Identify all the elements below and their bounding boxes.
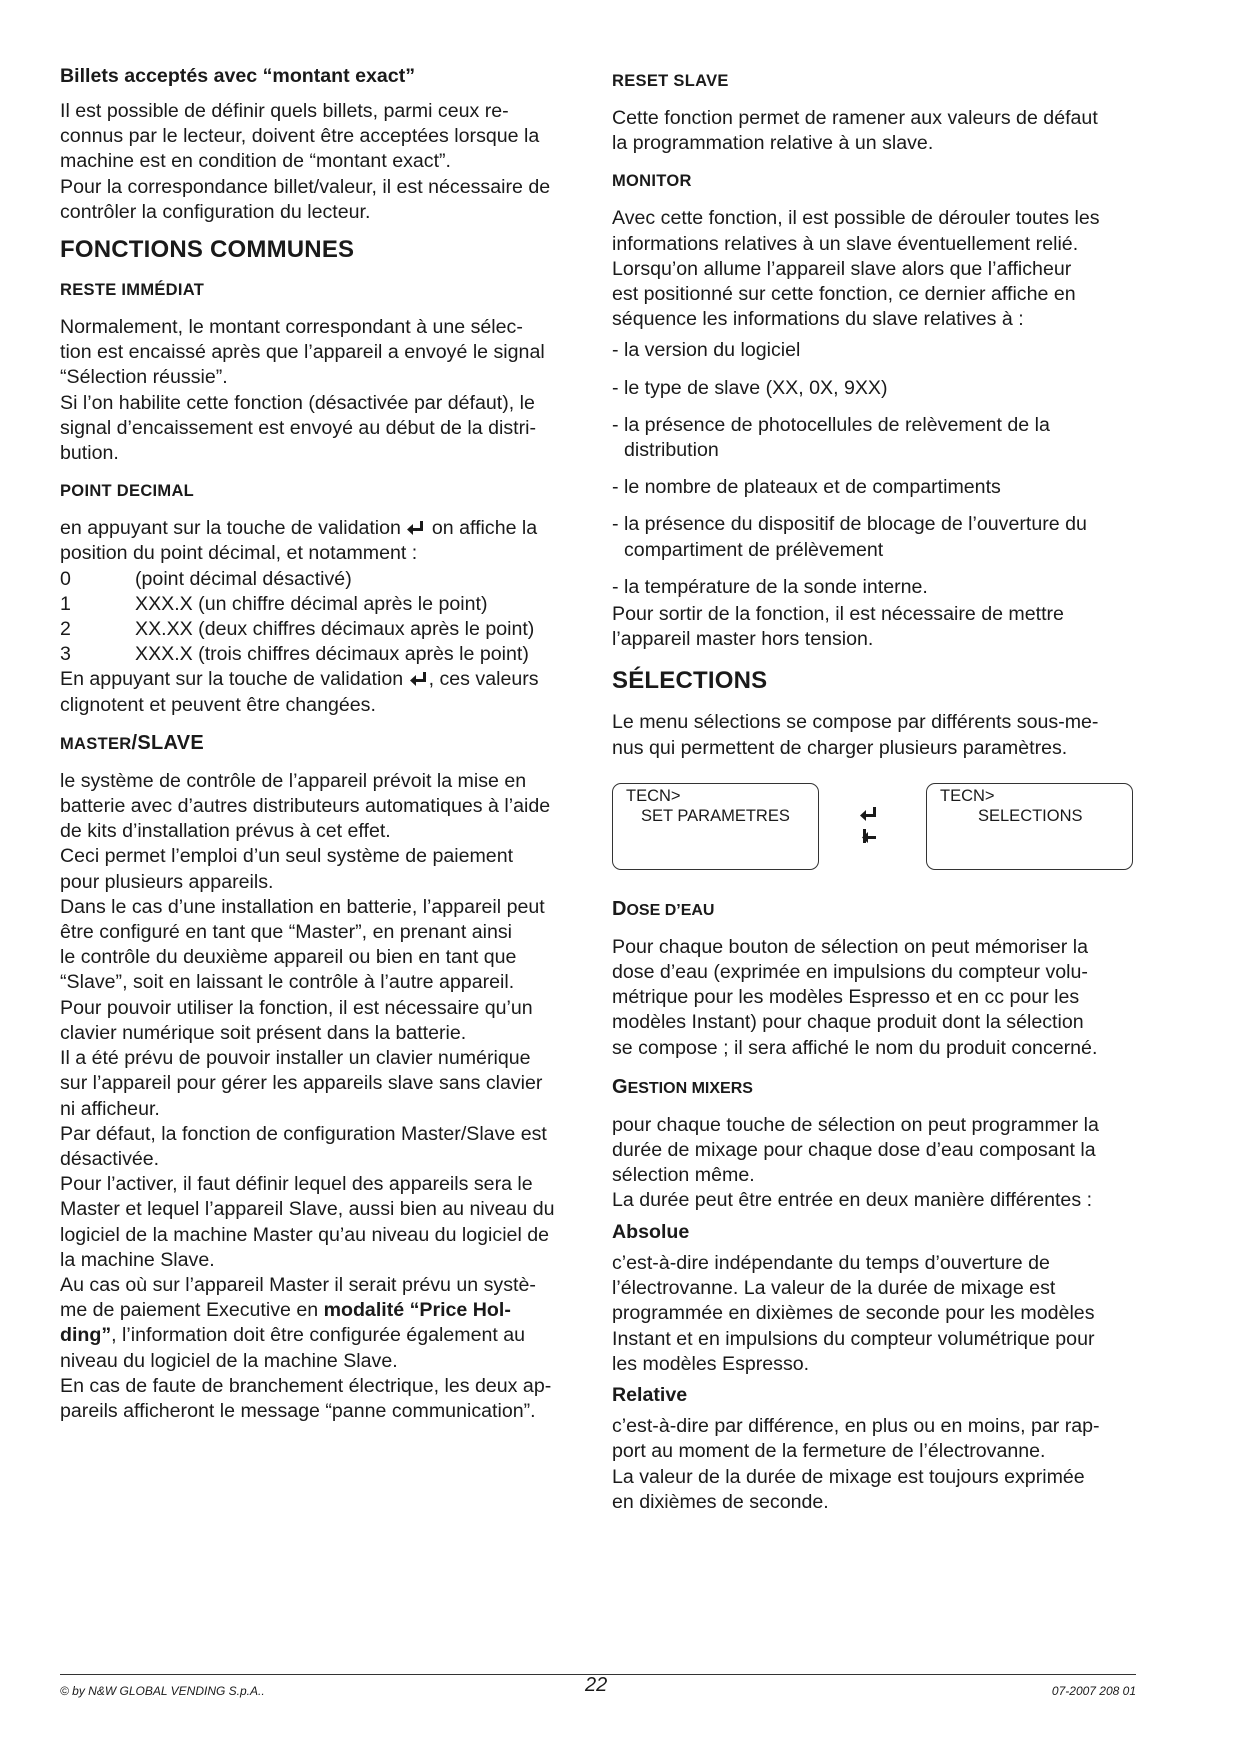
point-decimal-paragraph xyxy=(60,516,585,566)
list-item: 3 XXX.X (trois chiffres décimaux après le point) xyxy=(60,643,529,666)
footer-document-code: 07-2007 208 01 xyxy=(1051,1684,1136,1698)
text-line: En cas de faute de branchement électrique, les deux ap- xyxy=(60,1374,552,1397)
dose-eau-heading: DOSE D’EAU xyxy=(612,897,715,920)
text-line: position du point décimal, et notamment : xyxy=(60,542,418,565)
text-line: nus qui permettent de charger plusieurs paramètres. xyxy=(612,736,1068,759)
display-diagram xyxy=(612,783,1134,879)
text-fragment: , ces valeurs xyxy=(428,668,539,691)
text-line: “Slave”, soit en laissant le contrôle à l’autre appareil. xyxy=(60,971,515,994)
text-line: pour chaque touche de sélection on peut programmer la xyxy=(612,1113,1099,1136)
absolue-label: Absolue xyxy=(612,1220,690,1243)
text-line: métrique pour les modèles Espresso et en cc pour les xyxy=(612,986,1080,1009)
text-line: Ceci permet l’emploi d’un seul système de paiement xyxy=(60,845,514,868)
master-slave-paragraph: le système de contrôle de l’appareil prévoit la mise en batterie avec d’autres distributeurs automatiques à l’aide de kits d’installation prévus à cet effet. Ceci permet l’emploi d’un seul système de paiement pour plusieurs appareils. Dans le cas d’une installation en batterie, l’appareil peut être configuré en tant que “Master”, en prenant ainsi le contrôle du deuxième appareil ou bien en tant que “Slave”, soit en laissant le contrôle à l’autre appareil. Pour pouvoir utiliser la fonction, il est nécessaire qu’un clavier numérique soit présent dans la batterie. Il a été prévu de pouvoir installer un clavier numérique sur l’appareil pour gérer les appareils slave sans clavier ni afficheur. Par défaut, la fonction de configuration Master/Slave est désactivée. Pour l’activer, il faut définir lequel des appareils sera le Master et lequel l’appareil Slave, aussi bien au niveau du logiciel de la machine Master qu’au niveau du logiciel de la machine Slave. Au cas où sur l’appareil Master il serait prévu un systè- me de paiement Executive en modalité “Price Hol- ding”, l’information doit être configurée également au niveau du logiciel de la machine Slave. En cas de faute de branchement électrique, les deux ap- pareils afficheront le message “panne communication”. xyxy=(60,769,585,1424)
text-fragment: en appuyant sur la touche de validation xyxy=(60,517,401,540)
list-item: 1 XXX.X (un chiffre décimal après le point) xyxy=(60,592,488,615)
reset-paragraph xyxy=(612,106,1134,156)
emphasis: ding” xyxy=(60,1324,112,1347)
text-line: logiciel de la machine Master qu’au niveau du logiciel de xyxy=(60,1223,550,1246)
right-column xyxy=(612,64,1134,1521)
selections-heading: SÉLECTIONS xyxy=(612,667,768,695)
text-line: en dixièmes de seconde. xyxy=(612,1490,829,1513)
gestion-mixers-heading: GESTION MIXERS xyxy=(612,1075,753,1098)
text-line: Pour chaque bouton de sélection on peut mémoriser la xyxy=(612,935,1088,958)
display-screen-set-parametres: TECN> SET PARAMETRES xyxy=(612,783,819,870)
text-line: pareils afficheront le message “panne communication”. xyxy=(60,1399,536,1422)
text-line: Dans le cas d’une installation en batterie, l’appareil peut xyxy=(60,895,545,918)
enter-key-icon xyxy=(859,805,879,823)
monitor-paragraph xyxy=(612,206,1134,332)
monitor-outro xyxy=(612,602,1134,652)
text-line: l’appareil master hors tension. xyxy=(612,628,874,651)
text-line: de kits d’installation prévus à cet effet. xyxy=(60,820,391,843)
text-line: Instant et en impulsions du compteur volumétrique pour xyxy=(612,1327,1095,1350)
text-line: programmée en dixièmes de seconde pour les modèles xyxy=(612,1302,1095,1325)
text-line: Pour sortir de la fonction, il est nécessaire de mettre xyxy=(612,603,1064,626)
selections-paragraph xyxy=(612,710,1134,760)
point-decimal-outro xyxy=(60,667,585,717)
text-line: pour plusieurs appareils. xyxy=(60,870,274,893)
gestion-paragraph xyxy=(612,1113,1134,1214)
text-line: sur l’appareil pour gérer les appareils slave sans clavier xyxy=(60,1072,543,1095)
text-line: clavier numérique soit présent dans la batterie. xyxy=(60,1021,467,1044)
list-item: - le nombre de plateaux et de compartiments xyxy=(612,476,1001,499)
text-line: le système de contrôle de l’appareil prévoit la mise en xyxy=(60,769,527,792)
text-line: Lorsqu’on allume l’appareil slave alors que l’afficheur xyxy=(612,257,1072,280)
text-line: Il a été prévu de pouvoir installer un clavier numérique xyxy=(60,1047,531,1070)
text-line: Au cas où sur l’appareil Master il serait prévu un systè- xyxy=(60,1273,536,1296)
billets-heading: Billets acceptés avec “montant exact” xyxy=(60,65,416,87)
text-line: durée de mixage pour chaque dose d’eau composant la xyxy=(612,1139,1096,1162)
footer-copyright: © by N&W GLOBAL VENDING S.p.A.. xyxy=(60,1684,265,1698)
text-line: la machine Slave. xyxy=(60,1248,215,1271)
text-line: contrôler la configuration du lecteur. xyxy=(60,200,371,223)
text-line: niveau du logiciel de la machine Slave. xyxy=(60,1349,398,1372)
point-decimal-list xyxy=(60,567,585,668)
navigation-arrows xyxy=(859,805,881,849)
text-line: informations relatives à un slave éventuellement relié. xyxy=(612,232,1079,255)
text-line: La durée peut être entrée en deux manière différentes : xyxy=(612,1189,1093,1212)
text-line: c’est-à-dire indépendante du temps d’ouverture de xyxy=(612,1251,1050,1274)
text-line: Avec cette fonction, il est possible de dérouler toutes les xyxy=(612,207,1100,230)
point-decimal-heading: POINT DECIMAL xyxy=(60,482,195,501)
monitor-heading: MONITOR xyxy=(612,172,692,191)
reste-paragraph xyxy=(60,315,585,466)
billets-paragraph xyxy=(60,99,585,225)
text-line: le contrôle du deuxième appareil ou bien en tant que xyxy=(60,946,517,969)
text-line: Normalement, le montant correspondant à une sélec- xyxy=(60,316,523,339)
text-line: désactivée. xyxy=(60,1147,160,1170)
absolue-paragraph xyxy=(612,1251,1134,1377)
text-line: Il est possible de définir quels billets, parmi ceux re- xyxy=(60,100,509,122)
text-line: bution. xyxy=(60,442,119,465)
monitor-list xyxy=(612,338,1134,600)
list-item: 2 XX.XX (deux chiffres décimaux après le point) xyxy=(60,618,535,641)
display-screen-selections: TECN> SELECTIONS xyxy=(926,783,1133,870)
text-line: batterie avec d’autres distributeurs automatiques à l’aide xyxy=(60,795,551,818)
left-column xyxy=(60,64,585,1430)
text-line: clignotent et peuvent être changées. xyxy=(60,693,376,716)
emphasis: modalité “Price Hol- xyxy=(323,1299,511,1322)
text-line: séquence les informations du slave relatives à : xyxy=(612,308,1024,331)
dose-paragraph xyxy=(612,935,1134,1061)
list-item: - le type de slave (XX, 0X, 9XX) xyxy=(612,376,888,399)
list-item: - la présence du dispositif de blocage de l’ouverture du compartiment de prélèvement xyxy=(612,513,1087,561)
text-line: “Sélection réussie”. xyxy=(60,366,228,389)
text-line: les modèles Espresso. xyxy=(612,1352,810,1375)
fonctions-communes-heading: FONCTIONS COMMUNES xyxy=(60,236,355,264)
text-fragment: En appuyant sur la touche de validation xyxy=(60,668,404,691)
text-line: être configuré en tant que “Master”, en prenant ainsi xyxy=(60,921,513,944)
text-line: ni afficheur. xyxy=(60,1097,160,1120)
text-line: Pour l’activer, il faut définir lequel des appareils sera le xyxy=(60,1173,533,1196)
text-line: Le menu sélections se compose par différents sous-me- xyxy=(612,711,1099,734)
text-line: Pour la correspondance billet/valeur, il est nécessaire de xyxy=(60,175,551,198)
text-line: connus par le lecteur, doivent être acceptées lorsque la xyxy=(60,125,540,148)
text-line: c’est-à-dire par différence, en plus ou en moins, par rap- xyxy=(612,1415,1100,1438)
page-number: 22 xyxy=(585,1674,608,1696)
list-item: - la version du logiciel xyxy=(612,339,801,362)
list-item: 0 (point décimal désactivé) xyxy=(60,567,352,590)
relative-label: Relative xyxy=(612,1383,688,1406)
text-line: port au moment de la fermeture de l’électrovanne. xyxy=(612,1440,1046,1463)
enter-key-icon xyxy=(406,519,426,537)
text-line: La valeur de la durée de mixage est toujours exprimée xyxy=(612,1465,1085,1488)
text-line: Par défaut, la fonction de configuration Master/Slave est xyxy=(60,1122,547,1145)
list-item: - la température de la sonde interne. xyxy=(612,575,928,598)
text-fragment: on affiche la xyxy=(431,517,538,540)
master-slave-heading: MASTER/SLAVE xyxy=(60,731,205,754)
text-line: machine est en condition de “montant exact”. xyxy=(60,150,452,173)
text-line: l’électrovanne. La valeur de la durée de mixage est xyxy=(612,1277,1056,1300)
text-line: Master et lequel l’appareil Slave, aussi bien au niveau du xyxy=(60,1198,555,1221)
text-line: Si l’on habilite cette fonction (désactivée par défaut), le xyxy=(60,391,535,414)
text-line: la programmation relative à un slave. xyxy=(612,132,934,155)
text-line: sélection même. xyxy=(612,1164,755,1187)
enter-key-icon xyxy=(409,670,429,688)
list-item: - la présence de photocellules de relèvement de la distribution xyxy=(612,413,1050,462)
text-line: se compose ; il sera affiché le nom du produit concerné. xyxy=(612,1036,1098,1059)
relative-paragraph xyxy=(612,1414,1134,1515)
text-line: dose d’eau (exprimée en impulsions du compteur volu- xyxy=(612,961,1088,984)
reste-immediat-heading: RESTE IMMÉDIAT xyxy=(60,281,205,300)
text-line: est positionné sur cette fonction, ce dernier affiche en xyxy=(612,283,1076,306)
text-line: signal d’encaissement est envoyé au début de la distri- xyxy=(60,416,536,439)
text-line: Cette fonction permet de ramener aux valeurs de défaut xyxy=(612,107,1098,129)
back-arrow-icon xyxy=(859,827,879,845)
reset-slave-heading: RESET SLAVE xyxy=(612,72,729,90)
text-line: modèles Instant) pour chaque produit dont la sélection xyxy=(612,1011,1084,1034)
text-line: tion est encaissé après que l’appareil a envoyé le signal xyxy=(60,341,545,364)
text-line: Pour pouvoir utiliser la fonction, il est nécessaire qu’un xyxy=(60,996,533,1019)
